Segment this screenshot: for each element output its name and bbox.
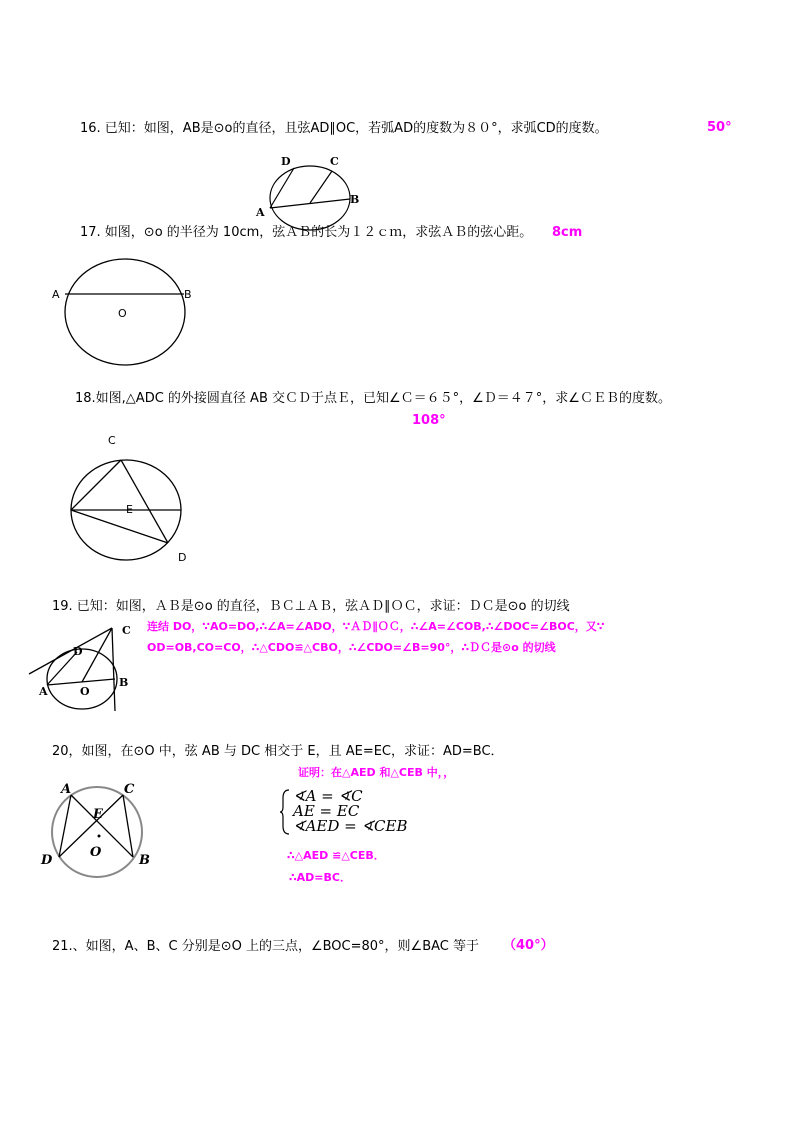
q19-proof-line1: 连结 DO，∵AO=DO,∴∠A=∠ADO，∵ＡＤ∥ＯＣ，∴∠A=∠COB,∴∠DOC=∠BOC，又∵	[147, 620, 605, 633]
q20-proof-title: 证明：在△AED 和△CEB 中，，	[298, 766, 455, 779]
q19-figure	[25, 615, 145, 715]
q21-answer: （40°）	[503, 938, 554, 953]
q18-label-d: D	[178, 551, 187, 564]
q17-label-b: B	[184, 288, 192, 301]
q18-label-e: E	[126, 503, 133, 516]
q17-label-a: A	[52, 288, 60, 301]
q19-label-b: B	[119, 676, 129, 689]
q18-text: 18.如图,△ADC 的外接圆直径 AB 交ＣＤ于点Ｅ，已知∠Ｃ＝６５°，∠Ｄ＝４７°，求∠ＣＥＢ的度数。	[75, 391, 671, 406]
q17-figure	[50, 255, 210, 375]
q16-text: 16. 已知：如图，AB是⊙o的直径，且弦AD∥OC，若弧AD的度数为８０°，求弧CD的度数。	[80, 121, 608, 136]
q20-brace	[279, 788, 291, 836]
q20-label-d: D	[41, 853, 53, 868]
q20-condition-1: ∢A = ∢C	[293, 787, 363, 805]
q17-text: 17. 如图，⊙o 的半径为 10cm，弦ＡＢ的长为１２ｃｍ，求弦ＡＢ的弦心距。	[80, 225, 533, 240]
q17-answer: 8cm	[552, 225, 583, 240]
q16-label-d: D	[281, 155, 291, 168]
q18-label-c: C	[108, 434, 116, 447]
q20-condition-2: AE = EC	[293, 802, 360, 820]
q18-answer: 108°	[412, 413, 446, 428]
q20-label-e: E	[93, 807, 103, 822]
q18-figure	[60, 428, 200, 568]
q19-label-a: A	[39, 685, 48, 698]
q19-label-c: C	[122, 624, 131, 637]
q20-figure	[35, 780, 165, 890]
q16-answer: 50°	[707, 120, 732, 135]
q20-label-c: C	[124, 782, 135, 797]
q21-text: 21.、如图，A、B、C 分别是⊙O 上的三点，∠BOC=80°，则∠BAC 等于	[52, 939, 479, 954]
q16-label-c: C	[330, 155, 339, 168]
q19-text: 19. 已知：如图，ＡＢ是⊙o 的直径，ＢＣ⊥ＡＢ，弦ＡＤ∥ＯＣ，求证：ＤＣ是⊙o 的切线	[52, 599, 570, 614]
q20-condition-3: ∢AED = ∢CEB	[293, 817, 408, 835]
q20-label-a: A	[61, 782, 72, 797]
q20-text: 20，如图，在⊙O 中，弦 AB 与 DC 相交于 E，且 AE=EC，求证：AD=BC．	[52, 744, 504, 759]
q17-label-o: O	[118, 307, 127, 320]
q19-proof-line2: OD=OB,CO=CO，∴△CDO≌△CBO，∴∠CDO=∠B=90°，∴ＤＣ是⊙o 的切线	[147, 641, 556, 654]
q20-conclusion-1: ∴△AED ≌△CEB．	[287, 849, 385, 862]
q20-conclusion-2: ∴AD=BC．	[289, 871, 351, 884]
q20-label-o: O	[90, 845, 102, 860]
q16-label-a: A	[256, 206, 265, 219]
q19-label-d: D	[73, 645, 83, 658]
q20-label-b: B	[139, 853, 150, 868]
q19-label-o: O	[80, 685, 90, 698]
q16-label-b: B	[350, 193, 360, 206]
